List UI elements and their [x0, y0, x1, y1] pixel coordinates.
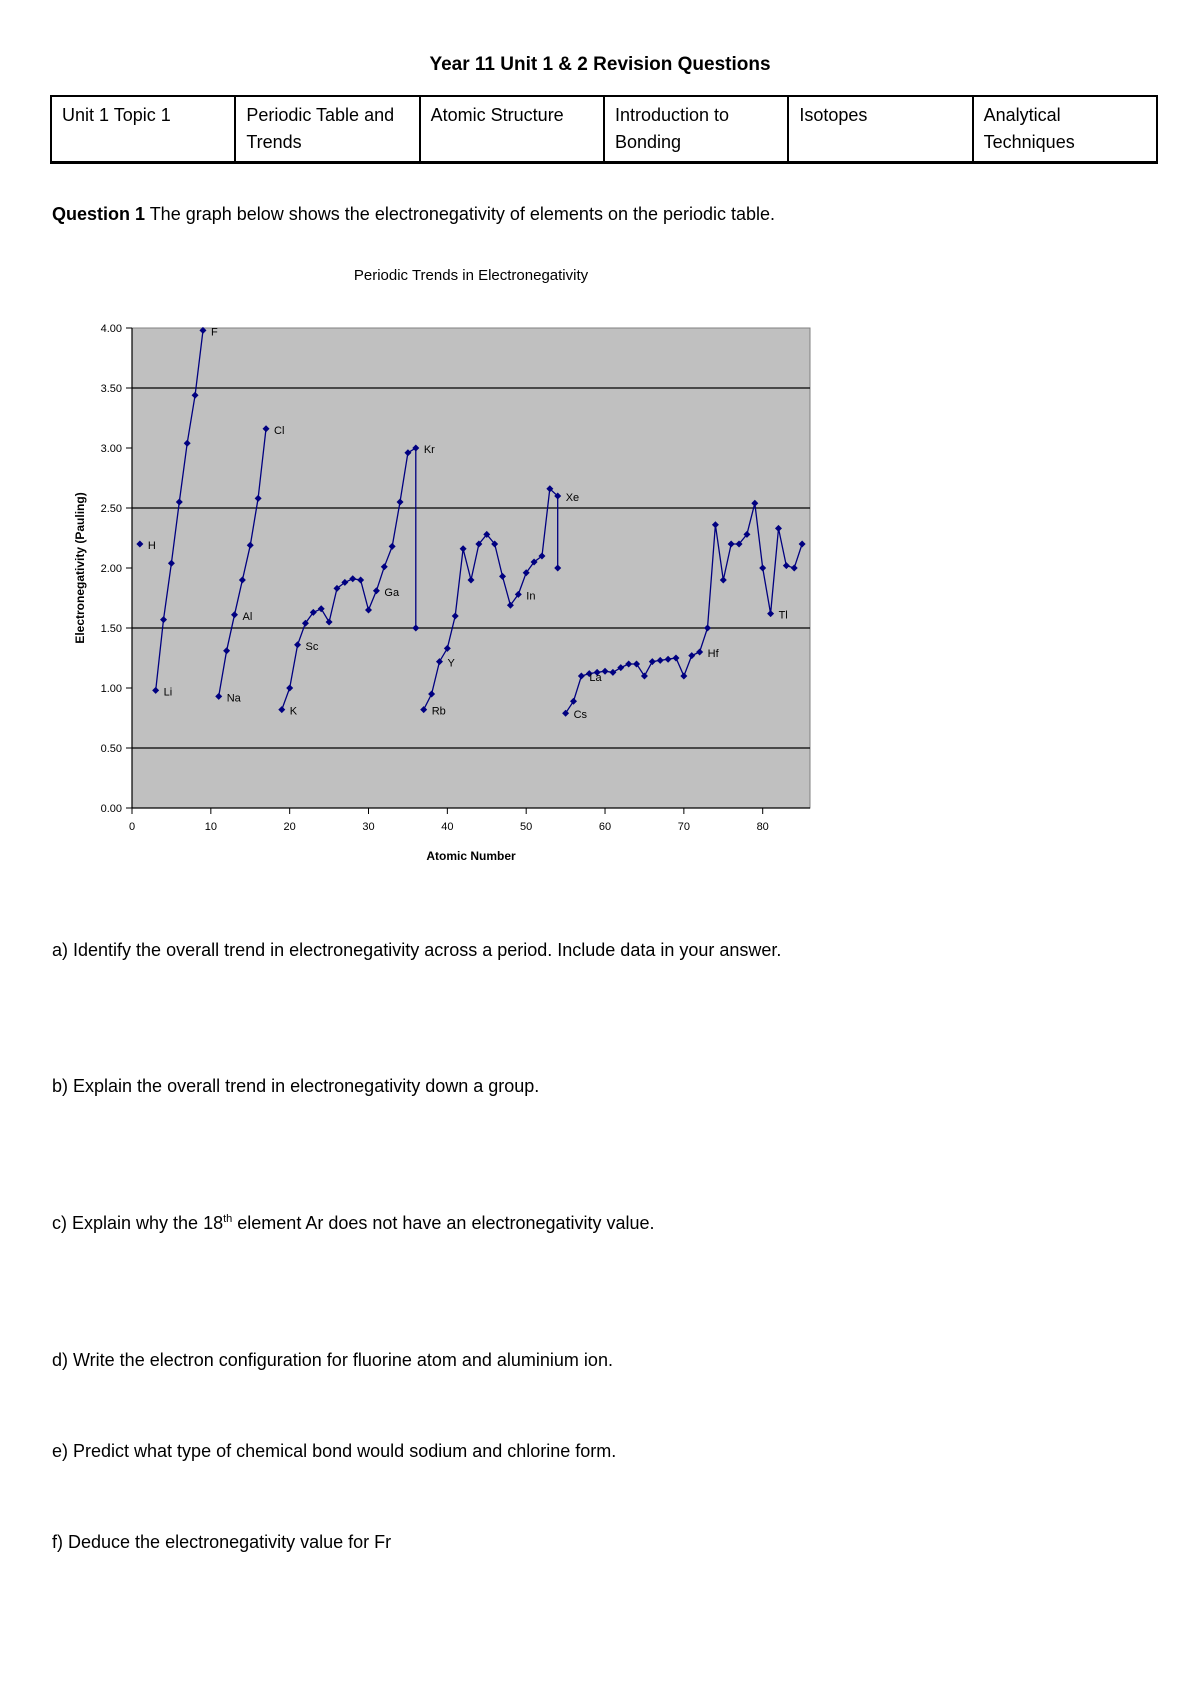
topic-cell: Analytical Techniques: [973, 96, 1157, 163]
element-label: Ga: [384, 586, 400, 599]
topic-cell: Unit 1 Topic 1: [51, 96, 235, 163]
element-label: Hf: [707, 648, 719, 660]
y-axis-label: Electronegativity (Pauling): [73, 492, 87, 644]
question-part-c: [52, 1213, 655, 1234]
question-1-text: The graph below shows the electronegativity of elements on the periodic table.: [145, 204, 776, 224]
question-part-a: a) Identify the overall trend in electronegativity across a period. Include data in your answer.: [52, 940, 782, 960]
y-tick-label: 0.50: [100, 743, 122, 755]
y-tick-label: 1.50: [100, 623, 122, 635]
y-tick-label: 4.00: [100, 323, 122, 335]
x-tick-label: 80: [756, 821, 769, 833]
y-tick-label: 3.00: [100, 443, 122, 455]
question-part-e: e) Predict what type of chemical bond would sodium and chlorine form.: [52, 1441, 617, 1461]
x-tick-label: 40: [441, 821, 454, 833]
y-tick-label: 2.00: [100, 563, 122, 575]
part-c-text-start: c) Explain why the 18: [52, 1213, 224, 1233]
x-tick-label: 0: [128, 821, 136, 833]
element-label: Sc: [305, 640, 319, 653]
element-label: In: [526, 590, 536, 603]
x-tick-label: 50: [520, 821, 533, 833]
part-c-text-end: element Ar does not have an electronegativity value.: [232, 1213, 655, 1233]
element-label: F: [210, 326, 218, 339]
question-part-f: f) Deduce the electronegativity value for Fr: [52, 1532, 392, 1552]
plot-area: [132, 328, 810, 808]
question-part-b: b) Explain the overall trend in electronegativity down a group.: [52, 1076, 540, 1096]
x-tick-label: 60: [598, 821, 612, 833]
y-tick-label: 1.00: [100, 683, 122, 695]
y-tick-label: 0.00: [100, 803, 122, 815]
chart-title: Periodic Trends in Electronegativity: [353, 267, 589, 284]
x-tick-label: 20: [283, 821, 296, 833]
element-label: Cl: [274, 424, 285, 437]
element-label: Kr: [423, 444, 435, 456]
element-label: Na: [226, 692, 241, 705]
x-tick-label: 10: [204, 821, 217, 833]
element-label: H: [147, 540, 156, 552]
x-axis-label: Atomic Number: [426, 849, 516, 863]
topic-cell: Periodic Table and Trends: [235, 96, 419, 163]
question-1-label: Question 1: [52, 204, 146, 224]
part-c-superscript: th: [223, 1213, 233, 1225]
element-label: K: [289, 705, 298, 718]
element-label: Al: [242, 610, 253, 623]
element-label: Xe: [565, 492, 580, 504]
electronegativity-chart: [70, 258, 830, 878]
element-label: Y: [447, 657, 455, 670]
question-1-intro: [52, 204, 775, 225]
element-label: Rb: [431, 705, 446, 718]
topic-cell: Atomic Structure: [420, 96, 604, 163]
page-title: Year 11 Unit 1 & 2 Revision Questions: [429, 54, 771, 75]
element-label: Cs: [573, 709, 588, 722]
topics-table: [50, 95, 1158, 164]
x-tick-label: 30: [362, 821, 375, 833]
element-label: Li: [163, 686, 173, 699]
question-part-d: d) Write the electron configuration for fluorine atom and aluminium ion.: [52, 1350, 613, 1370]
x-tick-label: 70: [677, 821, 690, 833]
topic-cell: Isotopes: [788, 96, 972, 163]
topic-cell: Introduction to Bonding: [604, 96, 788, 163]
element-label: La: [589, 672, 602, 684]
element-label: Tl: [778, 609, 788, 622]
y-tick-label: 2.50: [100, 503, 122, 515]
y-tick-label: 3.50: [100, 383, 122, 395]
